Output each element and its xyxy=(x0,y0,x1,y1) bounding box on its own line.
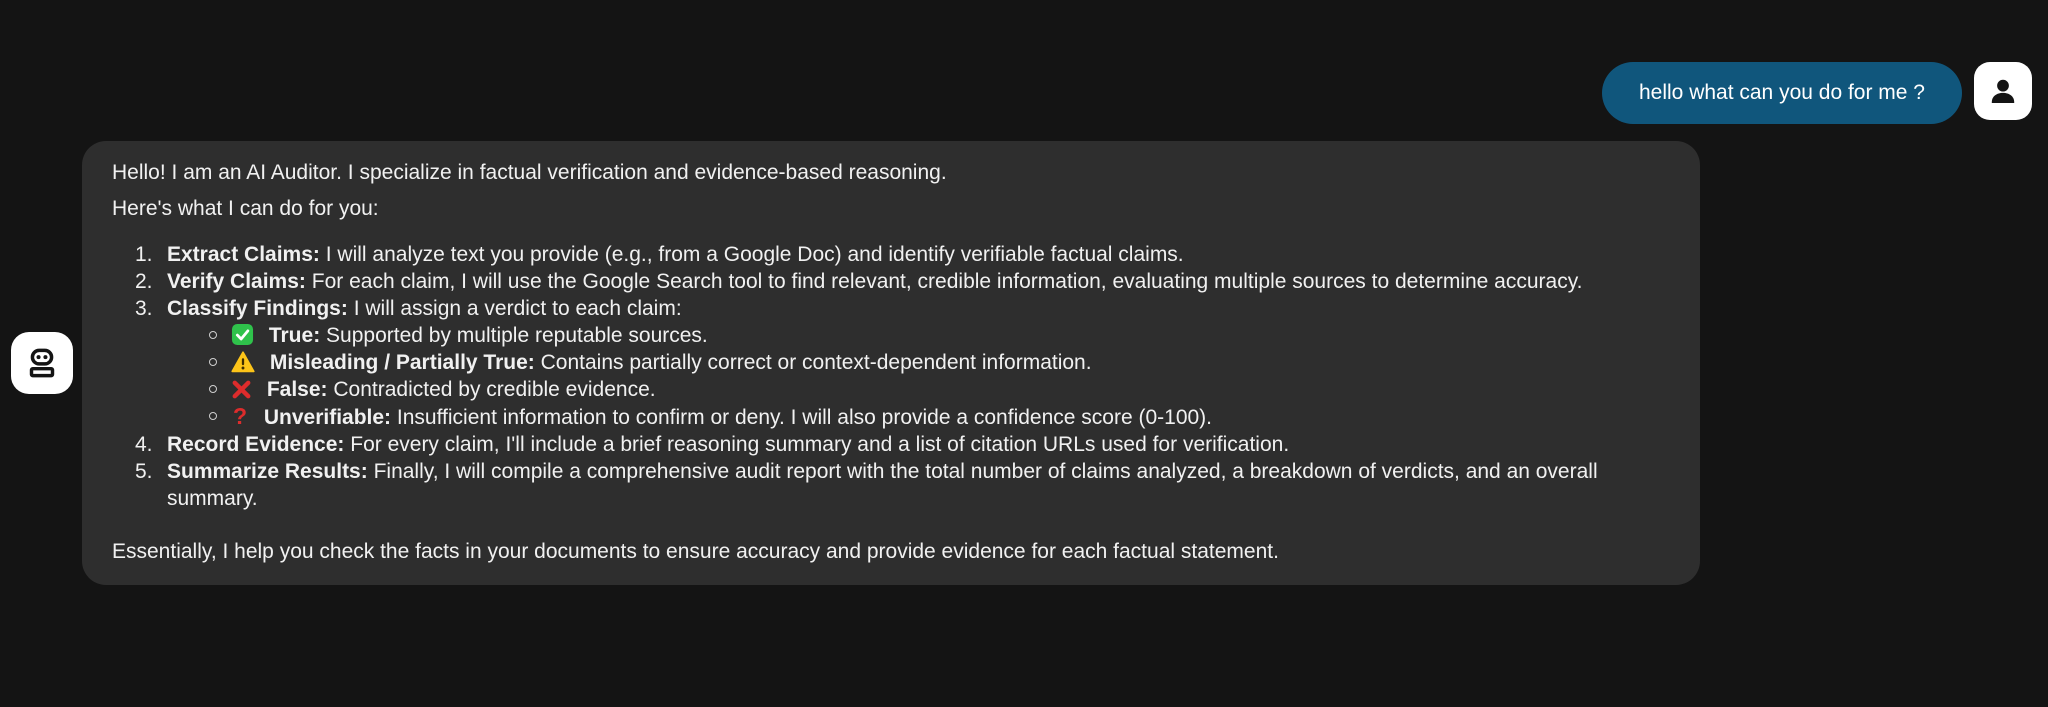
verdicts-list xyxy=(167,322,1666,431)
step-label: Summarize Results: xyxy=(167,460,368,483)
verdict-label: Unverifiable: xyxy=(263,406,392,429)
bot-avatar xyxy=(11,332,73,394)
user-message-row xyxy=(1602,62,2032,124)
verdict-label: True: xyxy=(268,324,321,347)
verdict-text: Contains partially correct or context-dependent information. xyxy=(540,351,1092,374)
verdict-item xyxy=(167,403,1666,431)
step-text: For each claim, I will use the Google Search tool to find relevant, credible information, evaluating multiple sources to determine accuracy. xyxy=(311,270,1583,293)
step-item xyxy=(135,431,1666,458)
warning-icon xyxy=(231,351,255,373)
circle-bullet xyxy=(209,358,217,366)
robot-icon xyxy=(24,345,60,381)
cross-icon xyxy=(231,379,252,400)
greeting-text: Hello! I am an AI Auditor. I specialize in factual verification and evidence-based reasoning. xyxy=(112,161,947,184)
verdict-item xyxy=(167,349,1666,376)
verdict-item xyxy=(167,322,1666,349)
step-item xyxy=(135,241,1666,268)
circle-bullet xyxy=(209,385,217,393)
verdict-label: Misleading / Partially True: xyxy=(269,351,535,374)
step-text: I will analyze text you provide (e.g., from a Google Doc) and identify verifiable factual claims. xyxy=(325,243,1184,266)
question-icon: ? xyxy=(232,403,248,429)
verdict-label: False: xyxy=(266,378,328,401)
circle-bullet xyxy=(209,331,217,339)
bot-message-bubble xyxy=(82,141,1700,585)
intro-text: Here's what I can do for you: xyxy=(112,197,379,220)
step-label: Classify Findings: xyxy=(167,297,348,320)
step-item xyxy=(135,458,1666,512)
step-label: Record Evidence: xyxy=(167,433,345,456)
verdict-text: Insufficient information to confirm or deny. I will also provide a confidence score (0-100). xyxy=(396,406,1213,429)
step-text: Finally, I will compile a comprehensive audit report with the total number of claims analyzed, a breakdown of verdicts, and an overall summary. xyxy=(167,460,1598,510)
user-message-text: hello what can you do for me ? xyxy=(1638,81,1925,104)
verdict-text: Supported by multiple reputable sources. xyxy=(326,324,708,347)
user-message-bubble xyxy=(1602,62,1962,124)
step-number: 4. xyxy=(135,433,153,456)
step-number: 5. xyxy=(135,460,153,483)
verdict-item xyxy=(167,376,1666,403)
step-text: For every claim, I'll include a brief reasoning summary and a list of citation URLs used for verification. xyxy=(350,433,1290,456)
circle-bullet xyxy=(209,412,217,420)
step-item xyxy=(135,295,1666,431)
step-label: Verify Claims: xyxy=(167,270,306,293)
step-label: Extract Claims: xyxy=(167,243,320,266)
step-text: I will assign a verdict to each claim: xyxy=(353,297,682,320)
steps-list xyxy=(112,241,1666,512)
step-number: 2. xyxy=(135,270,153,293)
verdict-text: Contradicted by credible evidence. xyxy=(333,378,656,401)
step-number: 3. xyxy=(135,297,153,320)
check-icon xyxy=(231,323,254,346)
bot-message-row xyxy=(11,141,1700,585)
person-icon xyxy=(1987,75,2019,107)
step-item xyxy=(135,268,1666,295)
step-number: 1. xyxy=(135,243,153,266)
outro-text: Essentially, I help you check the facts in your documents to ensure accuracy and provide evidence for each factual statement. xyxy=(112,540,1279,563)
user-avatar xyxy=(1974,62,2032,120)
